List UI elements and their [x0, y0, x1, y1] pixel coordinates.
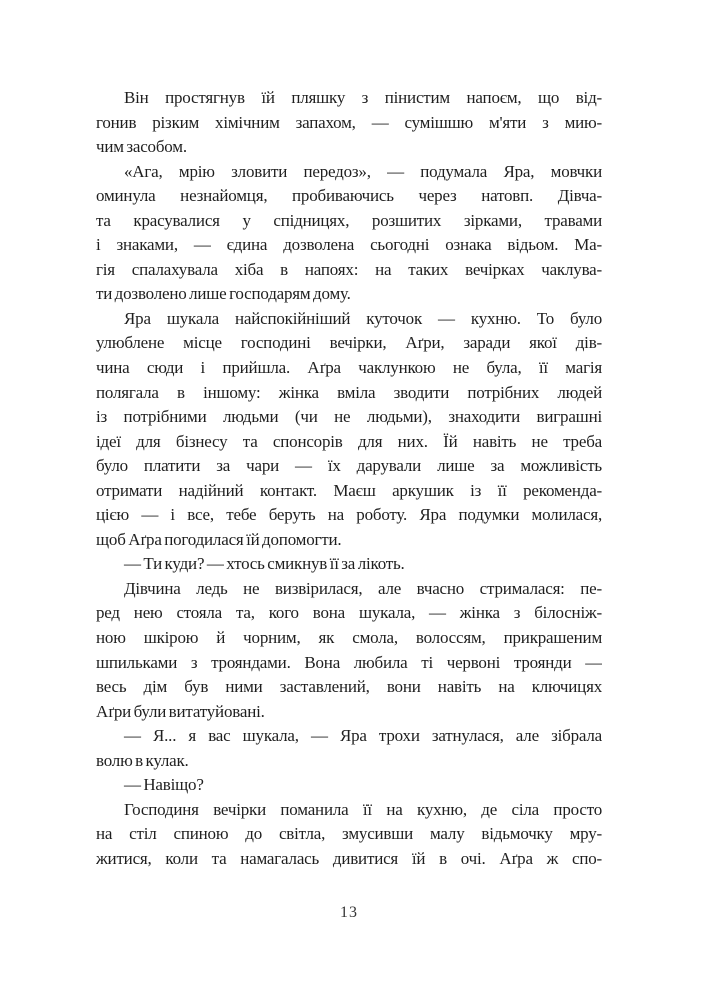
- text-line: — Я... я вас шукала, — Яра трохи затнулася, але зібрала: [124, 726, 602, 746]
- text-line: чим засобом.: [96, 137, 187, 157]
- text-line: ною шкірою й чорним, як смола, волоссям, прикрашеним: [96, 628, 602, 648]
- paragraph: [96, 307, 602, 552]
- paragraph: [96, 773, 602, 798]
- paragraph: [96, 577, 602, 724]
- text-line: цією — і все, тебе беруть на роботу. Яра подумки молилася,: [96, 505, 602, 525]
- text-line: гонив різким хімічним запахом, — сумішшю м'яти з мию-: [96, 112, 602, 132]
- text-line: житися, коли та намагалась дивитися їй в очі. Аґра ж спо-: [96, 848, 602, 868]
- paragraph: [96, 724, 602, 773]
- text-line: щоб Аґра погодилася їй допомогти.: [96, 529, 342, 549]
- text-line: оминула незнайомця, пробиваючись через натовп. Дівча-: [96, 186, 602, 206]
- page-number: 13: [340, 904, 358, 921]
- text-line: улюблене місце господині вечірки, Аґри, заради якої дів-: [96, 333, 602, 353]
- text-line: Аґри були витатуйовані.: [96, 701, 265, 721]
- text-line: — Ти куди? — хтось смикнув її за лікоть.: [124, 554, 405, 574]
- text-line: із потрібними людьми (чи не людьми), знаходити виграшні: [96, 407, 602, 427]
- text-line: та красувалися у спідницях, розшитих зірками, травами: [96, 210, 602, 230]
- paragraph: [96, 160, 602, 307]
- text-line: Яра шукала найспокійніший куточок — кухню. То було: [124, 308, 602, 328]
- text-line: Він простягнув їй пляшку з пінистим напоєм, що від-: [124, 88, 602, 107]
- text-line: отримати надійний контакт. Маєш аркушик із її рекоменда-: [96, 480, 602, 500]
- text-line: ідеї для бізнесу та спонсорів для них. Їй навіть не треба: [96, 431, 602, 451]
- text-line: — Навіщо?: [124, 775, 204, 795]
- text-line: ти дозволено лише господарям дому.: [96, 284, 351, 304]
- paragraph: [96, 552, 602, 577]
- text-line: ред нею стояла та, кого вона шукала, — жінка з білосніж-: [96, 603, 602, 623]
- text-line: і знаками, — єдина дозволена сьогодні ознака відьом. Ма-: [96, 235, 602, 255]
- text-line: шпильками з трояндами. Вона любила ті червоні троянди —: [96, 652, 602, 672]
- text-line: Дівчина ледь не визвірилася, але вчасно стрималася: пе-: [124, 578, 602, 598]
- text-line: гія спалахувала хіба в напоях: на таких вечірках чаклува-: [96, 259, 602, 279]
- text-line: полягала в іншому: жінка вміла зводити потрібних людей: [96, 382, 602, 402]
- text-line: весь дім був ними заставлений, вони навіть на ключицях: [96, 677, 602, 697]
- text-line: «Ага, мрію зловити передоз», — подумала Яра, мовчки: [124, 161, 602, 181]
- text-line: Господиня вечірки поманила її на кухню, де сіла просто: [124, 799, 602, 819]
- paragraph: [96, 86, 602, 160]
- text-line: волю в кулак.: [96, 750, 189, 770]
- text-line: було платити за чари — їх дарували лише за можливість: [96, 456, 602, 476]
- paragraph: [96, 798, 602, 872]
- text-line: чина сюди і прийшла. Аґра чаклункою не була, її магія: [96, 358, 602, 378]
- page-text: [96, 86, 602, 872]
- text-line: на стіл спиною до світла, змусивши малу відьмочку мру-: [96, 824, 602, 844]
